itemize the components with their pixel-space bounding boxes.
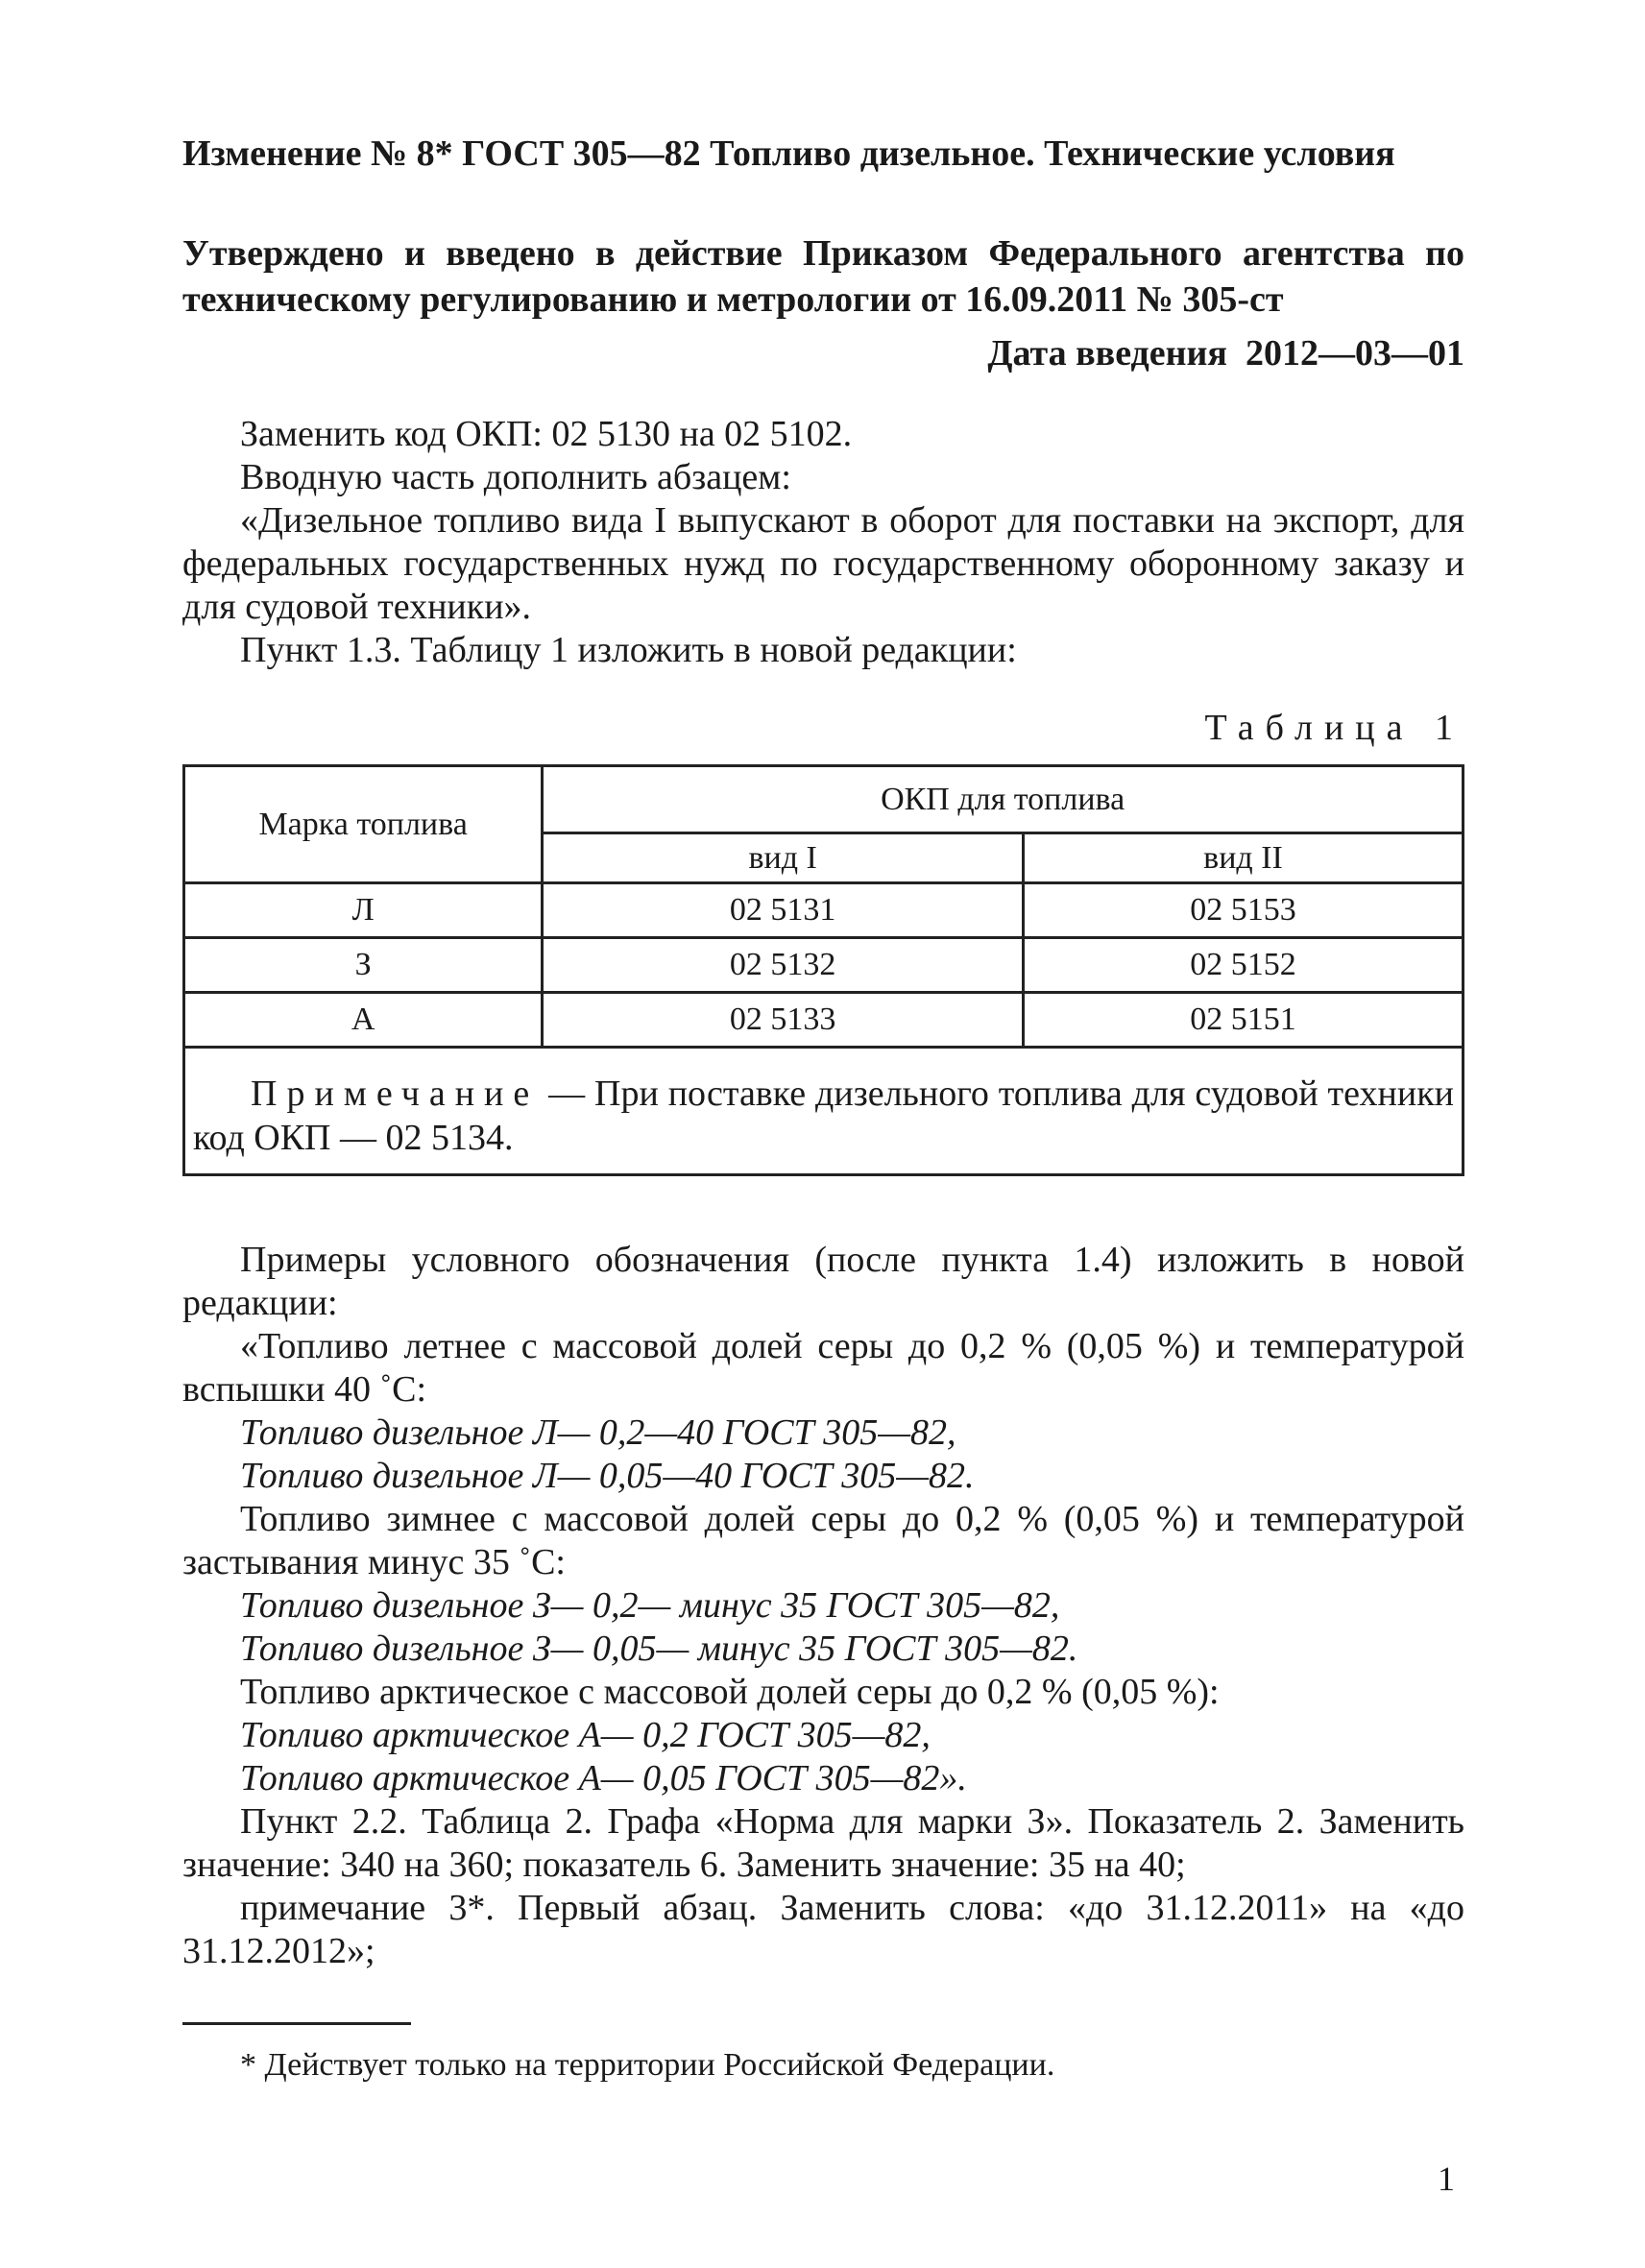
cell-brand: Л <box>184 883 543 938</box>
intro-section <box>182 413 1464 672</box>
footnote: * Действует только на территории Российской Федерации. <box>240 2047 1055 2083</box>
designation-example: Топливо арктическое А— 0,2 ГОСТ 305—82, <box>240 1715 931 1755</box>
document-title: Изменение № 8* ГОСТ 305—82 Топливо дизельное. Технические условия <box>182 133 1395 174</box>
table-note <box>184 1048 1464 1175</box>
note-text: — При поставке дизельного топлива для судовой техники код ОКП — 02 5134. <box>193 1074 1454 1158</box>
examples-section <box>182 1239 1464 1973</box>
header-okp: ОКП для топлива <box>543 766 1464 833</box>
effective-date: Дата введения 2012—03—01 <box>987 333 1464 374</box>
paragraph: Пункт 2.2. Таблица 2. Графа «Норма для марки З». Показатель 2. Заменить значение: 340 на 360; показатель 6. Заменить значение: 35 на 40; <box>182 1801 1464 1885</box>
document-page <box>182 0 1464 2268</box>
header-brand: Марка топлива <box>184 766 543 883</box>
cell-type-1: 02 5133 <box>543 993 1024 1048</box>
designation-example: Топливо дизельное Л— 0,05—40 ГОСТ 305—82. <box>240 1456 975 1496</box>
designation-example: Топливо арктическое А— 0,05 ГОСТ 305—82». <box>240 1758 967 1798</box>
cell-brand: З <box>184 938 543 993</box>
table-label: Таблица 1 <box>1204 708 1464 748</box>
designation-example: Топливо дизельное Л— 0,2—40 ГОСТ 305—82, <box>240 1412 956 1453</box>
cell-brand: А <box>184 993 543 1048</box>
designation-example: Топливо дизельное З— 0,05— минус 35 ГОСТ 305—82. <box>240 1629 1078 1669</box>
paragraph: «Дизельное топливо вида I выпускают в оборот для поставки на экспорт, для федеральных государственных нужд по государственному оборонному заказу и для судовой техники». <box>182 500 1464 627</box>
cell-type-1: 02 5132 <box>543 938 1024 993</box>
table-row <box>184 993 1464 1048</box>
paragraph: Пункт 1.3. Таблицу 1 изложить в новой редакции: <box>240 630 1017 670</box>
okp-table <box>182 764 1464 1176</box>
cell-type-1: 02 5131 <box>543 883 1024 938</box>
paragraph: Топливо зимнее с массовой долей серы до 0,2 % (0,05 %) и температурой застывания минус 35 ˚С: <box>182 1499 1464 1582</box>
table-row <box>184 938 1464 993</box>
paragraph: «Топливо летнее с массовой долей серы до 0,2 % (0,05 %) и температурой вспышки 40 ˚С: <box>182 1326 1464 1410</box>
table-row <box>184 883 1464 938</box>
paragraph: Примеры условного обозначения (после пункта 1.4) изложить в новой редакции: <box>182 1240 1464 1323</box>
paragraph: Топливо арктическое с массовой долей серы до 0,2 % (0,05 %): <box>240 1672 1220 1712</box>
header-type-2: вид II <box>1024 833 1464 883</box>
page-number: 1 <box>1438 2159 1455 2198</box>
approval-statement: Утверждено и введено в действие Приказом Федерального агентства по техническому регулированию и метрологии от 16.09.2011 № 305-ст <box>182 233 1464 320</box>
paragraph: Заменить код ОКП: 02 5130 на 02 5102. <box>240 414 853 454</box>
cell-type-2: 02 5151 <box>1024 993 1464 1048</box>
designation-example: Топливо дизельное З— 0,2— минус 35 ГОСТ 305—82, <box>240 1585 1060 1626</box>
paragraph: примечание 3*. Первый абзац. Заменить слова: «до 31.12.2011» на «до 31.12.2012»; <box>182 1888 1464 1971</box>
cell-type-2: 02 5152 <box>1024 938 1464 993</box>
cell-type-2: 02 5153 <box>1024 883 1464 938</box>
paragraph: Вводную часть дополнить абзацем: <box>240 457 791 497</box>
header-type-1: вид I <box>543 833 1024 883</box>
note-label: Примечание <box>251 1074 540 1114</box>
footnote-divider <box>182 2022 411 2025</box>
